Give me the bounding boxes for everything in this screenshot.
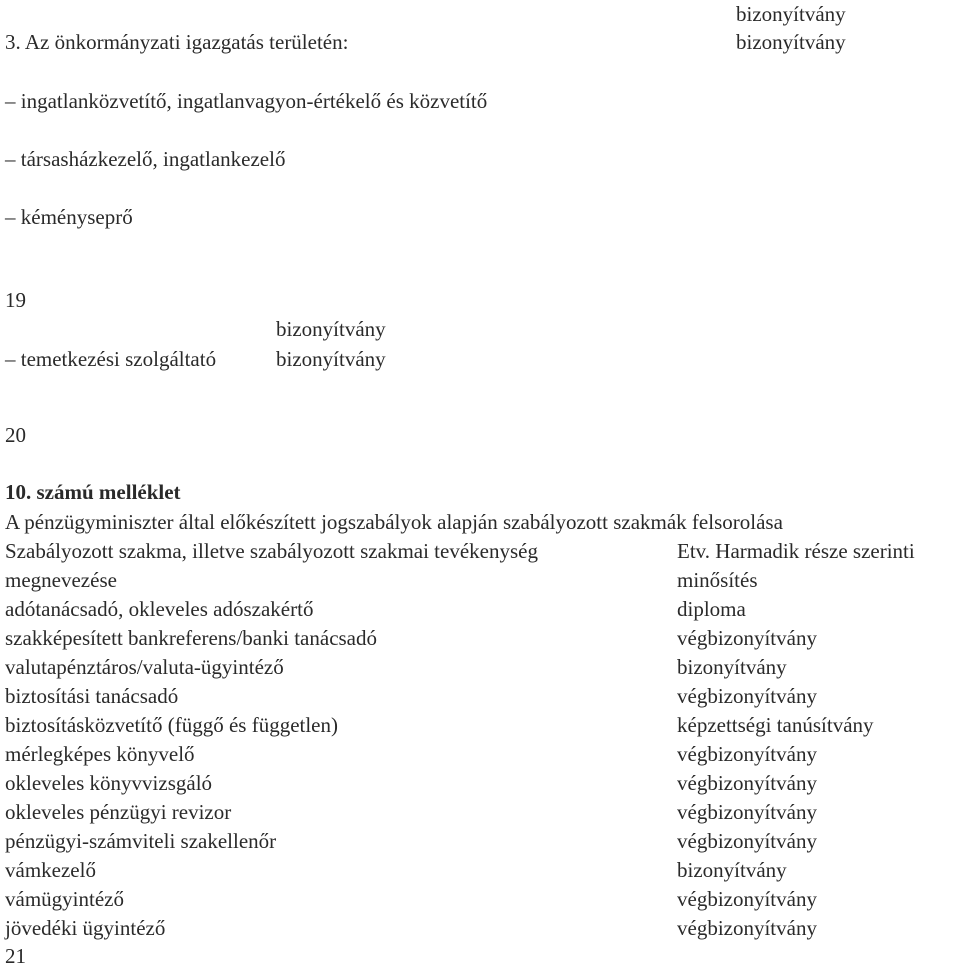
profession-qualification: végbizonyítvány — [677, 800, 817, 824]
section3-item: – kéményseprő — [5, 205, 133, 229]
profession-name: vámügyintéző — [5, 887, 124, 911]
profession-qualification: végbizonyítvány — [677, 626, 817, 650]
profession-name: biztosításközvetítő (függő és független) — [5, 713, 338, 737]
profession-qualification: végbizonyítvány — [677, 829, 817, 853]
profession-name: szakképesített bankreferens/banki tanácsadó — [5, 626, 378, 650]
section3-item: – társasházkezelő, ingatlankezelő — [5, 147, 286, 171]
annex-title: 10. számú melléklet — [5, 480, 181, 504]
section3-item: – ingatlanközvetítő, ingatlanvagyon-értékelő és közvetítő — [5, 89, 488, 113]
profession-name: jövedéki ügyintéző — [5, 916, 166, 940]
profession-name: adótanácsadó, okleveles adószakértő — [5, 597, 314, 621]
profession-qualification: végbizonyítvány — [677, 916, 817, 940]
annex-subtitle: A pénzügyminiszter által előkészített jogszabályok alapján szabályozott szakmák felsorolása — [5, 510, 783, 534]
table-header-profession: Szabályozott szakma, illetve szabályozott szakmai tevékenység — [5, 539, 538, 563]
table-header-profession-cont: megnevezése — [5, 568, 117, 592]
profession-qualification: végbizonyítvány — [677, 684, 817, 708]
profession-qualification: végbizonyítvány — [677, 771, 817, 795]
footnote-19: 19 — [5, 288, 26, 312]
profession-name: vámkezelő — [5, 858, 96, 882]
profession-qualification: képzettségi tanúsítvány — [677, 713, 874, 737]
section3-cert-main: bizonyítvány — [736, 30, 846, 54]
funeral-cert: bizonyítvány — [276, 347, 386, 371]
profession-qualification: diploma — [677, 597, 746, 621]
profession-name: okleveles pénzügyi revizor — [5, 800, 232, 824]
footnote-20: 20 — [5, 423, 26, 447]
profession-name: okleveles könyvvizsgáló — [5, 771, 213, 795]
profession-qualification: bizonyítvány — [677, 858, 787, 882]
section3-title: 3. Az önkormányzati igazgatás területén: — [5, 30, 349, 54]
funeral-label: – temetkezési szolgáltató — [5, 347, 217, 371]
profession-name: pénzügyi-számviteli szakellenőr — [5, 829, 277, 853]
profession-qualification: végbizonyítvány — [677, 887, 817, 911]
profession-name: mérlegképes könyvelő — [5, 742, 195, 766]
profession-name: valutapénztáros/valuta-ügyintéző — [5, 655, 284, 679]
footnote-21: 21 — [5, 944, 26, 968]
section3-cert-top: bizonyítvány — [736, 2, 846, 26]
funeral-cert-top: bizonyítvány — [276, 317, 386, 341]
table-header-qualification: Etv. Harmadik része szerinti — [677, 539, 915, 563]
table-header-qualification-cont: minősítés — [677, 568, 758, 592]
profession-name: biztosítási tanácsadó — [5, 684, 179, 708]
profession-qualification: bizonyítvány — [677, 655, 787, 679]
profession-qualification: végbizonyítvány — [677, 742, 817, 766]
